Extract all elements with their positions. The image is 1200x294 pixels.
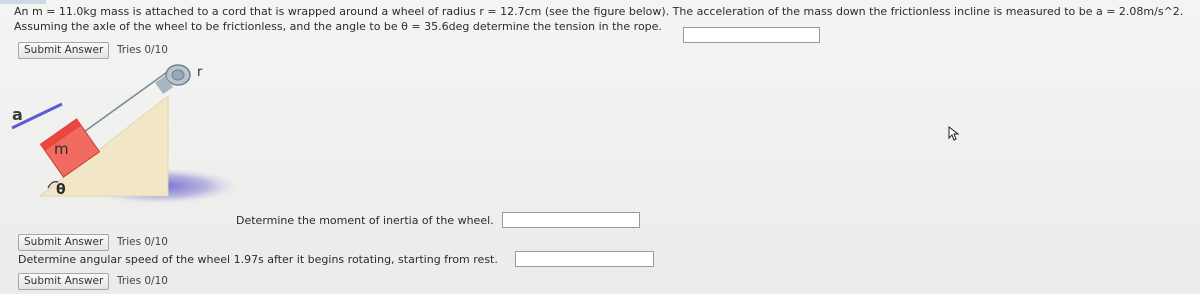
label-r: r [197,65,203,80]
submit-answer-button-3[interactable]: Submit Answer [18,273,109,290]
header-strip [0,0,1200,4]
moment-of-inertia-input[interactable] [502,212,640,228]
incline-figure [0,56,240,216]
label-a: a [12,105,23,124]
submit-answer-button-2[interactable]: Submit Answer [18,234,109,251]
wheel-shape [155,65,190,94]
submit-answer-button-1[interactable]: Submit Answer [18,42,109,59]
question-text-line1: An m = 11.0kg mass is attached to a cord that is wrapped around a wheel of radius r = 12.7cm (see the figure below). The acceleration of the mass down the frictionless incline is measured to be a = 2.08m/s^2. [14,5,1184,18]
angular-speed-input[interactable] [515,251,654,267]
label-m: m [54,140,69,158]
tries-counter-2: Tries 0/10 [117,236,168,248]
tries-counter-3: Tries 0/10 [117,275,168,287]
question-text-line2: Assuming the axle of the wheel to be frictionless, and the angle to be θ = 35.6deg determine the tension in the rope. [14,20,662,33]
moment-of-inertia-prompt: Determine the moment of inertia of the wheel. [236,214,494,227]
mouse-cursor-icon [948,126,960,142]
tension-answer-input[interactable] [683,27,820,43]
label-theta: θ [56,182,66,198]
tries-counter-1: Tries 0/10 [117,44,168,56]
angular-speed-prompt: Determine angular speed of the wheel 1.97s after it begins rotating, starting from rest. [18,253,498,266]
